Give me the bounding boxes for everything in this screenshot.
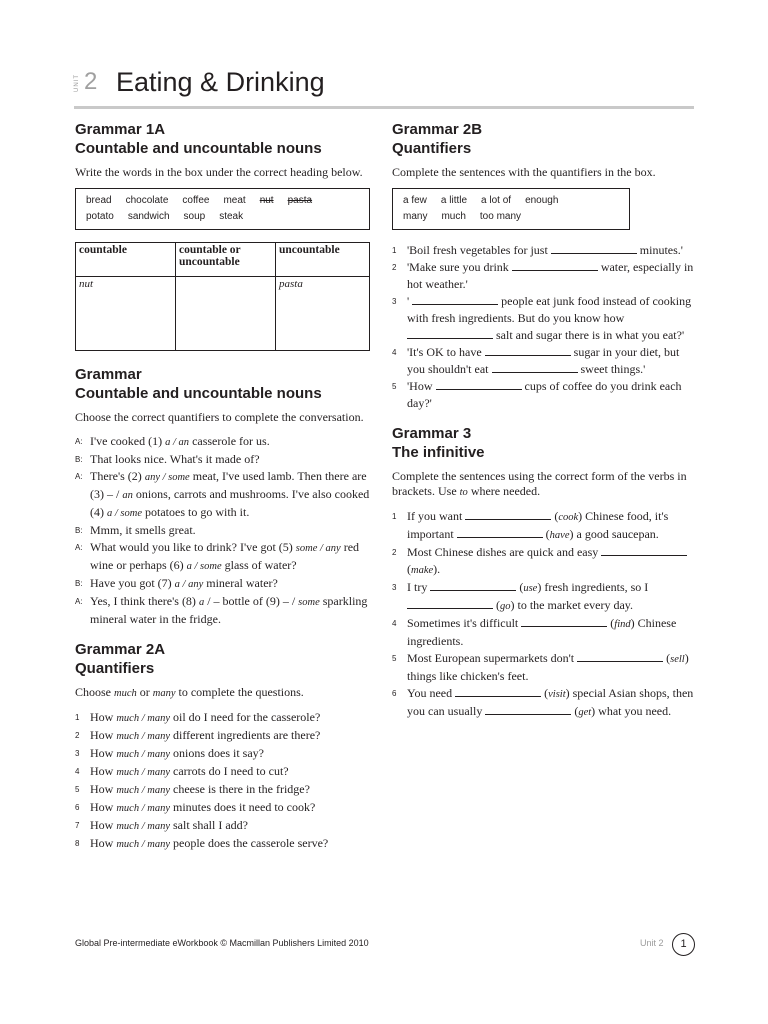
- header-divider: [74, 106, 694, 109]
- answer-blank[interactable]: [512, 261, 598, 271]
- option-text: some: [298, 597, 320, 608]
- option-text: a: [198, 597, 205, 608]
- option-text: much / many: [116, 749, 170, 760]
- option-text: a / any: [174, 579, 204, 590]
- answer-blank[interactable]: [407, 329, 493, 339]
- text-run: Most European supermarkets don't: [407, 651, 578, 665]
- numbered-item: [75, 709, 370, 727]
- numbered-item: [392, 293, 697, 344]
- word-chip: pasta: [287, 195, 313, 206]
- quantifier-box: [392, 188, 630, 230]
- text-run: Complete the sentences using the correct form of the verbs in brackets. Use: [392, 469, 687, 498]
- text-run: (: [551, 509, 559, 523]
- answer-blank[interactable]: [485, 346, 571, 356]
- item-number: 1: [392, 246, 397, 255]
- option-text: sell: [670, 654, 685, 665]
- text-run: (: [607, 616, 615, 630]
- item-number: 3: [392, 583, 397, 592]
- option-text: go: [500, 601, 511, 612]
- quantifier-chip: a little: [440, 195, 468, 206]
- text-run: How: [90, 746, 117, 760]
- text-run: Have you got (7): [90, 576, 175, 590]
- numbered-item: [392, 615, 697, 650]
- text-run: salt and sugar there is in what you eat?': [493, 328, 685, 342]
- instruction: Complete the sentences with the quantifiers in the box.: [392, 165, 656, 179]
- answer-blank[interactable]: [577, 652, 663, 662]
- option-text: much / many: [116, 803, 170, 814]
- table-header: uncountable: [276, 243, 370, 277]
- item-number: 3: [75, 749, 80, 758]
- section-subtitle: Countable and uncountable nouns: [75, 140, 322, 157]
- quantifier-chip: too many: [479, 211, 522, 222]
- grammar-1a-section: [75, 120, 370, 351]
- answer-blank[interactable]: [455, 687, 541, 697]
- option-text: much / many: [116, 785, 170, 796]
- answer-blank[interactable]: [436, 380, 522, 390]
- word-chip: steak: [219, 211, 244, 222]
- text-run: ) Chinese food, it's important: [407, 509, 669, 541]
- text-run: (: [407, 562, 411, 576]
- text-run: 'Make sure you drink: [407, 260, 512, 274]
- text-run: ) special Asian shops, then you can usually: [407, 686, 694, 718]
- option-text: much / many: [116, 821, 170, 832]
- answer-blank[interactable]: [551, 244, 637, 254]
- text-run: sweet things.': [577, 362, 646, 376]
- option-text: have: [549, 530, 570, 541]
- numbered-item: [75, 763, 370, 781]
- question-list: [75, 709, 370, 853]
- text-run: ) fresh ingredients, so I: [537, 580, 649, 594]
- answer-blank[interactable]: [492, 363, 578, 373]
- text-run: where needed.: [467, 484, 541, 498]
- option-text: a / an: [165, 437, 190, 448]
- numbered-item: [392, 650, 697, 685]
- numbered-item: [75, 835, 370, 853]
- word-chip: coffee: [182, 195, 210, 206]
- text-run: cups of coffee do you drink each day?': [407, 379, 682, 410]
- answer-blank[interactable]: [412, 295, 498, 305]
- text-run: red wine or perhaps (6): [90, 540, 360, 572]
- text-run: sparkling mineral water in the fridge.: [90, 594, 368, 626]
- text-run: What would you like to drink? I've got (5): [90, 540, 296, 554]
- text-run: How: [90, 728, 117, 742]
- text-run: I've cooked (1): [90, 434, 166, 448]
- text-run: onions, carrots and mushrooms. I've also cooked (4): [90, 487, 370, 519]
- grammar-2a-section: [75, 640, 370, 853]
- text-run: to complete the questions.: [175, 685, 304, 699]
- page-title: Eating & Drinking: [116, 67, 325, 97]
- item-number: 1: [392, 512, 397, 521]
- section-subtitle: The infinitive: [392, 444, 485, 461]
- instruction: [75, 685, 370, 701]
- option-text: much / many: [116, 839, 170, 850]
- answer-blank[interactable]: [430, 581, 516, 591]
- text-run: onions does it say?: [170, 746, 264, 760]
- text-run: carrots do I need to cut?: [170, 764, 289, 778]
- option-text: to: [459, 487, 468, 498]
- text-run: How: [90, 782, 117, 796]
- dialogue-line: [75, 575, 370, 593]
- sentence-list: [392, 242, 697, 412]
- footer-unit: Unit 2: [640, 938, 664, 948]
- dialogue-line: [75, 433, 370, 451]
- item-number: 1: [75, 713, 80, 722]
- numbered-item: [392, 685, 697, 721]
- word-chip: sandwich: [127, 211, 170, 222]
- option-text: cook: [558, 512, 579, 523]
- speaker-label: A:: [75, 597, 83, 606]
- text-run: How: [90, 710, 117, 724]
- unit-tag: [74, 70, 84, 92]
- text-run: How: [90, 764, 117, 778]
- text-run: (: [516, 580, 524, 594]
- item-number: 2: [75, 731, 80, 740]
- item-number: 4: [392, 348, 397, 357]
- item-number: 7: [75, 821, 80, 830]
- text-run: That looks nice. What's it made of?: [90, 452, 260, 466]
- sentence-list: [392, 508, 697, 721]
- numbered-item: [392, 544, 697, 579]
- option-text: many: [152, 688, 176, 699]
- page-header: [74, 66, 694, 110]
- option-text: an: [122, 490, 133, 501]
- dialogue-line: [75, 468, 370, 522]
- dialogue-line: [75, 522, 370, 539]
- grammar-1b-section: [75, 365, 370, 628]
- word-chip: potato: [86, 211, 114, 222]
- word-box: [75, 188, 370, 230]
- numbered-item: [75, 727, 370, 745]
- text-run: (: [493, 598, 500, 612]
- item-number: 4: [75, 767, 80, 776]
- dialogue-line: [75, 451, 370, 468]
- text-run: casserole for us.: [189, 434, 270, 448]
- item-number: 5: [392, 382, 397, 391]
- text-run: (: [541, 686, 549, 700]
- text-run: potatoes to go with it.: [142, 505, 250, 519]
- quantifier-chip: many: [403, 211, 428, 222]
- text-run: ).: [433, 562, 441, 576]
- text-run: mineral water?: [203, 576, 278, 590]
- unit-label: UNIT: [74, 74, 80, 92]
- text-run: 'It's OK to have: [407, 345, 485, 359]
- answer-blank[interactable]: [521, 617, 607, 627]
- table-header: countable: [76, 243, 176, 277]
- text-run: How: [90, 818, 117, 832]
- table-header: countable or uncountable: [176, 243, 276, 277]
- item-number: 6: [392, 689, 397, 698]
- word-chip: nut: [259, 195, 274, 206]
- answer-cell-uncountable[interactable]: pasta: [276, 277, 370, 351]
- word-chip: meat: [223, 195, 246, 206]
- quantifier-chip: enough: [525, 195, 559, 206]
- quantifier-chip: a lot of: [481, 195, 512, 206]
- text-run: oil do I need for the casserole?: [170, 710, 321, 724]
- text-run: 'Boil fresh vegetables for just: [407, 243, 551, 257]
- section-subtitle: Quantifiers: [392, 140, 472, 157]
- instruction: [392, 469, 697, 500]
- text-run: Mmm, it smells great.: [90, 523, 196, 537]
- option-text: much: [114, 688, 137, 699]
- numbered-item: [392, 579, 697, 615]
- dialogue-line: [75, 539, 370, 575]
- option-text: visit: [548, 689, 566, 700]
- text-run: meat, I've used lamb. Then there are (3) – /: [90, 469, 367, 501]
- instruction: Choose the correct quantifiers to complete the conversation.: [75, 410, 364, 424]
- item-number: 2: [392, 263, 397, 272]
- answer-blank[interactable]: [485, 705, 571, 715]
- answer-blank[interactable]: [457, 528, 543, 538]
- option-text: much / many: [116, 731, 170, 742]
- text-run: people eat junk food instead of cooking with fresh ingredients. But do you know how: [407, 294, 692, 325]
- speaker-label: A:: [75, 437, 83, 446]
- option-text: get: [578, 707, 592, 718]
- numbered-item: [75, 799, 370, 817]
- item-number: 8: [75, 839, 80, 848]
- quantifier-chip: a few: [403, 195, 427, 206]
- option-text: some / any: [295, 543, 341, 554]
- item-number: 3: [392, 297, 397, 306]
- text-run: Sometimes it's difficult: [407, 616, 522, 630]
- word-chip: soup: [183, 211, 206, 222]
- item-number: 6: [75, 803, 80, 812]
- conversation: [75, 433, 370, 628]
- text-run: or: [136, 685, 153, 699]
- text-run: people does the casserole serve?: [170, 836, 329, 850]
- option-text: any / some: [144, 472, 190, 483]
- numbered-item: [392, 344, 697, 378]
- item-number: 2: [392, 548, 397, 557]
- text-run: minutes does it need to cook?: [170, 800, 316, 814]
- word-chip: bread: [86, 195, 112, 206]
- text-run: ) things like chicken's feet.: [407, 651, 689, 683]
- speaker-label: B:: [75, 526, 83, 535]
- text-run: You need: [407, 686, 456, 700]
- item-number: 5: [75, 785, 80, 794]
- text-run: different ingredients are there?: [170, 728, 321, 742]
- noun-table: [75, 242, 370, 351]
- text-run: Most Chinese dishes are quick and easy: [407, 545, 602, 559]
- text-run: Yes, I think there's (8): [90, 594, 199, 608]
- text-run: 'How: [407, 379, 436, 393]
- left-column: [75, 120, 370, 865]
- text-run: salt shall I add?: [170, 818, 248, 832]
- text-run: ': [407, 294, 413, 308]
- option-text: make: [411, 565, 434, 576]
- page-number: 1: [672, 933, 695, 956]
- speaker-label: B:: [75, 455, 83, 464]
- section-title: Grammar 2B: [392, 121, 483, 138]
- text-run: ) Chinese ingredients.: [407, 616, 677, 648]
- item-number: 4: [392, 619, 397, 628]
- option-text: a / some: [186, 561, 222, 572]
- text-run: If you want: [407, 509, 466, 523]
- answer-blank[interactable]: [601, 546, 687, 556]
- speaker-label: B:: [75, 579, 83, 588]
- text-run: (: [663, 651, 671, 665]
- text-run: (: [542, 527, 550, 541]
- text-run: water, especially in hot weather.': [407, 260, 694, 291]
- text-run: minutes.': [636, 243, 683, 257]
- option-text: use: [523, 583, 538, 594]
- text-run: Choose: [75, 685, 114, 699]
- quantifier-chip: much: [441, 211, 466, 222]
- answer-cell-both[interactable]: [176, 277, 276, 351]
- dialogue-line: [75, 593, 370, 628]
- section-title: Grammar 3: [392, 425, 472, 442]
- numbered-item: [392, 508, 697, 544]
- item-number: 5: [392, 654, 397, 663]
- text-run: I try: [407, 580, 431, 594]
- text-run: sugar in your diet, but you shouldn't eat: [407, 345, 680, 376]
- text-run: How: [90, 836, 117, 850]
- unit-number: 2: [84, 68, 98, 95]
- text-run: ) to the market every day.: [510, 598, 634, 612]
- section-title: Grammar 2A: [75, 641, 166, 658]
- numbered-item: [392, 259, 697, 293]
- grammar-2b-section: [392, 120, 697, 412]
- section-subtitle: Quantifiers: [75, 660, 155, 677]
- text-run: glass of water?: [221, 558, 297, 572]
- speaker-label: A:: [75, 543, 83, 552]
- option-text: a / some: [107, 508, 142, 519]
- text-run: / – bottle of (9) – /: [204, 594, 299, 608]
- option-text: much / many: [116, 713, 170, 724]
- option-text: much / many: [116, 767, 170, 778]
- numbered-item: [392, 378, 697, 412]
- text-run: There's (2): [90, 469, 145, 483]
- section-title: Grammar 1A: [75, 121, 166, 138]
- option-text: find: [614, 619, 631, 630]
- answer-blank[interactable]: [465, 510, 551, 520]
- text-run: ) what you need.: [591, 704, 672, 718]
- answer-cell-countable[interactable]: nut: [76, 277, 176, 351]
- section-title: Grammar: [75, 366, 142, 383]
- text-run: How: [90, 800, 117, 814]
- numbered-item: [75, 745, 370, 763]
- word-chip: chocolate: [125, 195, 169, 206]
- speaker-label: A:: [75, 472, 83, 481]
- instruction: Write the words in the box under the correct heading below.: [75, 165, 363, 179]
- text-run: cheese is there in the fridge?: [170, 782, 310, 796]
- answer-blank[interactable]: [407, 599, 493, 609]
- text-run: (: [571, 704, 579, 718]
- numbered-item: [75, 781, 370, 799]
- text-run: ) a good saucepan.: [569, 527, 659, 541]
- right-column: [392, 120, 697, 733]
- grammar-3-section: [392, 424, 697, 721]
- section-subtitle: Countable and uncountable nouns: [75, 385, 322, 402]
- footer-credit: Global Pre-intermediate eWorkbook © Macmillan Publishers Limited 2010: [75, 938, 369, 948]
- numbered-item: [75, 817, 370, 835]
- numbered-item: [392, 242, 697, 259]
